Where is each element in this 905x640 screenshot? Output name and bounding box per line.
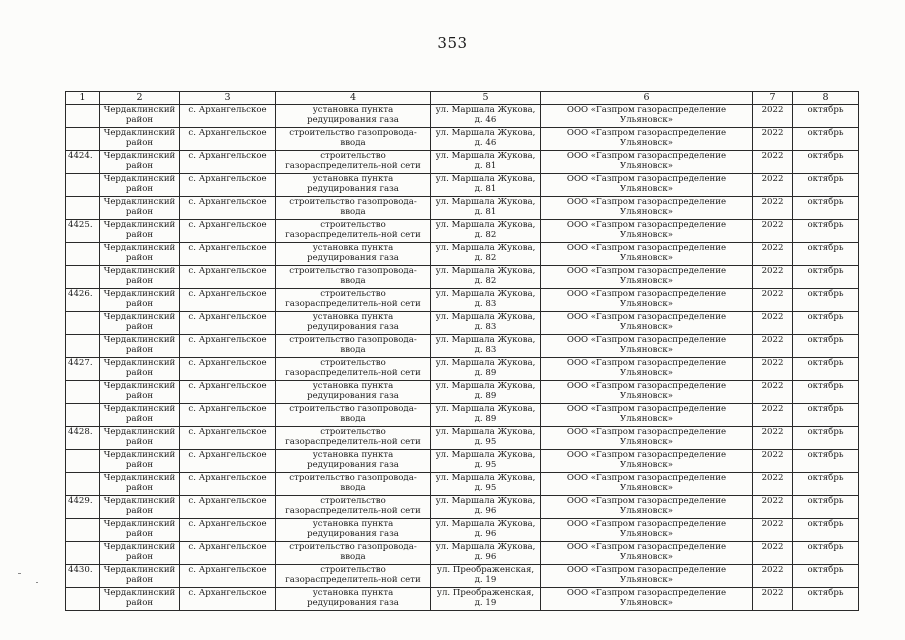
organization-cell: ООО «Газпром газораспределение Ульяновск» [541, 404, 753, 427]
organization-cell: ООО «Газпром газораспределение Ульяновск» [541, 427, 753, 450]
header-row [66, 92, 859, 105]
year-cell: 2022 [753, 381, 793, 404]
address-cell: ул. Маршала Жукова, д. 95 [431, 473, 541, 496]
year-cell: 2022 [753, 128, 793, 151]
row-number [66, 381, 100, 404]
month-cell: октябрь [793, 128, 859, 151]
month-cell: октябрь [793, 427, 859, 450]
settlement-cell: с. Архангельское [180, 404, 276, 427]
col-header: 5 [431, 92, 541, 105]
organization-cell: ООО «Газпром газораспределение Ульяновск» [541, 358, 753, 381]
settlement-cell: с. Архангельское [180, 197, 276, 220]
settlement-cell: с. Архангельское [180, 105, 276, 128]
year-cell: 2022 [753, 565, 793, 588]
organization-cell: ООО «Газпром газораспределение Ульяновск» [541, 174, 753, 197]
work-type-cell: установка пункта редуцирования газа [276, 243, 431, 266]
settlement-cell: с. Архангельское [180, 519, 276, 542]
district-cell: Чердаклинский район [100, 473, 180, 496]
col-header: 6 [541, 92, 753, 105]
organization-cell: ООО «Газпром газораспределение Ульяновск» [541, 588, 753, 611]
district-cell: Чердаклинский район [100, 427, 180, 450]
work-type-cell: строительство газораспределитель-ной сети [276, 427, 431, 450]
col-header: 4 [276, 92, 431, 105]
gas-works-table [65, 91, 859, 611]
district-cell: Чердаклинский район [100, 496, 180, 519]
settlement-cell: с. Архангельское [180, 220, 276, 243]
row-number [66, 519, 100, 542]
month-cell: октябрь [793, 266, 859, 289]
year-cell: 2022 [753, 450, 793, 473]
work-type-cell: строительство газораспределитель-ной сети [276, 358, 431, 381]
year-cell: 2022 [753, 105, 793, 128]
settlement-cell: с. Архангельское [180, 473, 276, 496]
table-row [66, 358, 859, 381]
month-cell: октябрь [793, 197, 859, 220]
table-row [66, 174, 859, 197]
year-cell: 2022 [753, 473, 793, 496]
month-cell: октябрь [793, 151, 859, 174]
district-cell: Чердаклинский район [100, 381, 180, 404]
organization-cell: ООО «Газпром газораспределение Ульяновск» [541, 220, 753, 243]
month-cell: октябрь [793, 335, 859, 358]
col-header: 1 [66, 92, 100, 105]
district-cell: Чердаклинский район [100, 243, 180, 266]
district-cell: Чердаклинский район [100, 266, 180, 289]
address-cell: ул. Маршала Жукова, д. 82 [431, 266, 541, 289]
table-row [66, 312, 859, 335]
month-cell: октябрь [793, 588, 859, 611]
district-cell: Чердаклинский район [100, 220, 180, 243]
address-cell: ул. Маршала Жукова, д. 81 [431, 151, 541, 174]
organization-cell: ООО «Газпром газораспределение Ульяновск» [541, 266, 753, 289]
row-number: 4427. [66, 358, 100, 381]
col-header: 2 [100, 92, 180, 105]
year-cell: 2022 [753, 427, 793, 450]
work-type-cell: строительство газораспределитель-ной сети [276, 496, 431, 519]
scan-mark [18, 573, 21, 574]
address-cell: ул. Маршала Жукова, д. 83 [431, 312, 541, 335]
col-header: 8 [793, 92, 859, 105]
year-cell: 2022 [753, 496, 793, 519]
address-cell: ул. Преображенская, д. 19 [431, 588, 541, 611]
row-number: 4429. [66, 496, 100, 519]
row-number: 4428. [66, 427, 100, 450]
settlement-cell: с. Архангельское [180, 381, 276, 404]
address-cell: ул. Маршала Жукова, д. 81 [431, 174, 541, 197]
district-cell: Чердаклинский район [100, 450, 180, 473]
year-cell: 2022 [753, 358, 793, 381]
address-cell: ул. Маршала Жукова, д. 96 [431, 519, 541, 542]
month-cell: октябрь [793, 312, 859, 335]
work-type-cell: установка пункта редуцирования газа [276, 312, 431, 335]
year-cell: 2022 [753, 220, 793, 243]
month-cell: октябрь [793, 404, 859, 427]
organization-cell: ООО «Газпром газораспределение Ульяновск» [541, 243, 753, 266]
settlement-cell: с. Архангельское [180, 358, 276, 381]
table-row [66, 105, 859, 128]
year-cell: 2022 [753, 289, 793, 312]
table-row [66, 151, 859, 174]
table-row [66, 289, 859, 312]
year-cell: 2022 [753, 404, 793, 427]
work-type-cell: установка пункта редуцирования газа [276, 450, 431, 473]
district-cell: Чердаклинский район [100, 289, 180, 312]
settlement-cell: с. Архангельское [180, 151, 276, 174]
organization-cell: ООО «Газпром газораспределение Ульяновск» [541, 519, 753, 542]
address-cell: ул. Маршала Жукова, д. 82 [431, 220, 541, 243]
work-type-cell: строительство газопровода-ввода [276, 266, 431, 289]
address-cell: ул. Маршала Жукова, д. 81 [431, 197, 541, 220]
table-row [66, 335, 859, 358]
year-cell: 2022 [753, 197, 793, 220]
organization-cell: ООО «Газпром газораспределение Ульяновск» [541, 450, 753, 473]
month-cell: октябрь [793, 450, 859, 473]
address-cell: ул. Преображенская, д. 19 [431, 565, 541, 588]
district-cell: Чердаклинский район [100, 151, 180, 174]
settlement-cell: с. Архангельское [180, 542, 276, 565]
work-type-cell: строительство газопровода-ввода [276, 473, 431, 496]
district-cell: Чердаклинский район [100, 519, 180, 542]
table-row [66, 266, 859, 289]
work-type-cell: строительство газораспределитель-ной сети [276, 289, 431, 312]
organization-cell: ООО «Газпром газораспределение Ульяновск» [541, 312, 753, 335]
work-type-cell: строительство газопровода-ввода [276, 128, 431, 151]
address-cell: ул. Маршала Жукова, д. 89 [431, 358, 541, 381]
settlement-cell: с. Архангельское [180, 450, 276, 473]
work-type-cell: строительство газопровода-ввода [276, 542, 431, 565]
organization-cell: ООО «Газпром газораспределение Ульяновск» [541, 197, 753, 220]
address-cell: ул. Маршала Жукова, д. 83 [431, 289, 541, 312]
table-row [66, 473, 859, 496]
row-number [66, 266, 100, 289]
address-cell: ул. Маршала Жукова, д. 46 [431, 128, 541, 151]
address-cell: ул. Маршала Жукова, д. 46 [431, 105, 541, 128]
organization-cell: ООО «Газпром газораспределение Ульяновск» [541, 496, 753, 519]
address-cell: ул. Маршала Жукова, д. 83 [431, 335, 541, 358]
organization-cell: ООО «Газпром газораспределение Ульяновск» [541, 473, 753, 496]
row-number [66, 335, 100, 358]
table-row [66, 404, 859, 427]
table-body [66, 105, 859, 611]
row-number [66, 450, 100, 473]
district-cell: Чердаклинский район [100, 174, 180, 197]
month-cell: октябрь [793, 289, 859, 312]
table-row [66, 496, 859, 519]
settlement-cell: с. Архангельское [180, 174, 276, 197]
settlement-cell: с. Архангельское [180, 335, 276, 358]
month-cell: октябрь [793, 243, 859, 266]
month-cell: октябрь [793, 174, 859, 197]
address-cell: ул. Маршала Жукова, д. 95 [431, 427, 541, 450]
row-number: 4426. [66, 289, 100, 312]
work-type-cell: строительство газораспределитель-ной сети [276, 565, 431, 588]
district-cell: Чердаклинский район [100, 312, 180, 335]
row-number [66, 312, 100, 335]
address-cell: ул. Маршала Жукова, д. 95 [431, 450, 541, 473]
page-number: 353 [437, 34, 468, 52]
row-number: 4425. [66, 220, 100, 243]
organization-cell: ООО «Газпром газораспределение Ульяновск» [541, 105, 753, 128]
work-type-cell: строительство газораспределитель-ной сети [276, 151, 431, 174]
settlement-cell: с. Архангельское [180, 588, 276, 611]
table-row [66, 519, 859, 542]
district-cell: Чердаклинский район [100, 128, 180, 151]
table-row [66, 450, 859, 473]
row-number [66, 174, 100, 197]
col-header: 7 [753, 92, 793, 105]
row-number: 4424. [66, 151, 100, 174]
month-cell: октябрь [793, 473, 859, 496]
organization-cell: ООО «Газпром газораспределение Ульяновск» [541, 542, 753, 565]
year-cell: 2022 [753, 519, 793, 542]
row-number [66, 542, 100, 565]
table-row [66, 128, 859, 151]
scan-mark [36, 582, 38, 583]
organization-cell: ООО «Газпром газораспределение Ульяновск» [541, 381, 753, 404]
work-type-cell: строительство газопровода-ввода [276, 197, 431, 220]
district-cell: Чердаклинский район [100, 335, 180, 358]
table-row [66, 565, 859, 588]
col-header: 3 [180, 92, 276, 105]
district-cell: Чердаклинский район [100, 404, 180, 427]
district-cell: Чердаклинский район [100, 588, 180, 611]
table-row [66, 588, 859, 611]
address-cell: ул. Маршала Жукова, д. 89 [431, 381, 541, 404]
row-number [66, 105, 100, 128]
month-cell: октябрь [793, 519, 859, 542]
address-cell: ул. Маршала Жукова, д. 96 [431, 542, 541, 565]
settlement-cell: с. Архангельское [180, 289, 276, 312]
settlement-cell: с. Архангельское [180, 312, 276, 335]
district-cell: Чердаклинский район [100, 105, 180, 128]
settlement-cell: с. Архангельское [180, 496, 276, 519]
month-cell: октябрь [793, 381, 859, 404]
settlement-cell: с. Архангельское [180, 266, 276, 289]
work-type-cell: строительство газопровода-ввода [276, 404, 431, 427]
settlement-cell: с. Архангельское [180, 565, 276, 588]
work-type-cell: установка пункта редуцирования газа [276, 588, 431, 611]
row-number: 4430. [66, 565, 100, 588]
row-number [66, 128, 100, 151]
settlement-cell: с. Архангельское [180, 427, 276, 450]
month-cell: октябрь [793, 105, 859, 128]
district-cell: Чердаклинский район [100, 358, 180, 381]
row-number [66, 588, 100, 611]
address-cell: ул. Маршала Жукова, д. 89 [431, 404, 541, 427]
work-type-cell: установка пункта редуцирования газа [276, 174, 431, 197]
year-cell: 2022 [753, 542, 793, 565]
work-type-cell: строительство газопровода-ввода [276, 335, 431, 358]
work-type-cell: установка пункта редуцирования газа [276, 381, 431, 404]
table-row [66, 542, 859, 565]
table-row [66, 381, 859, 404]
month-cell: октябрь [793, 358, 859, 381]
year-cell: 2022 [753, 312, 793, 335]
work-type-cell: установка пункта редуцирования газа [276, 105, 431, 128]
address-cell: ул. Маршала Жукова, д. 82 [431, 243, 541, 266]
table-row [66, 220, 859, 243]
year-cell: 2022 [753, 174, 793, 197]
organization-cell: ООО «Газпром газораспределение Ульяновск» [541, 128, 753, 151]
year-cell: 2022 [753, 243, 793, 266]
row-number [66, 473, 100, 496]
month-cell: октябрь [793, 542, 859, 565]
year-cell: 2022 [753, 266, 793, 289]
district-cell: Чердаклинский район [100, 565, 180, 588]
month-cell: октябрь [793, 565, 859, 588]
month-cell: октябрь [793, 220, 859, 243]
address-cell: ул. Маршала Жукова, д. 96 [431, 496, 541, 519]
organization-cell: ООО «Газпром газораспределение Ульяновск» [541, 565, 753, 588]
year-cell: 2022 [753, 588, 793, 611]
year-cell: 2022 [753, 151, 793, 174]
month-cell: октябрь [793, 496, 859, 519]
district-cell: Чердаклинский район [100, 542, 180, 565]
organization-cell: ООО «Газпром газораспределение Ульяновск» [541, 289, 753, 312]
table-row [66, 243, 859, 266]
organization-cell: ООО «Газпром газораспределение Ульяновск» [541, 151, 753, 174]
table-row [66, 197, 859, 220]
settlement-cell: с. Архангельское [180, 128, 276, 151]
work-type-cell: установка пункта редуцирования газа [276, 519, 431, 542]
organization-cell: ООО «Газпром газораспределение Ульяновск» [541, 335, 753, 358]
work-type-cell: строительство газораспределитель-ной сети [276, 220, 431, 243]
row-number [66, 197, 100, 220]
year-cell: 2022 [753, 335, 793, 358]
settlement-cell: с. Архангельское [180, 243, 276, 266]
table-row [66, 427, 859, 450]
district-cell: Чердаклинский район [100, 197, 180, 220]
row-number [66, 404, 100, 427]
row-number [66, 243, 100, 266]
